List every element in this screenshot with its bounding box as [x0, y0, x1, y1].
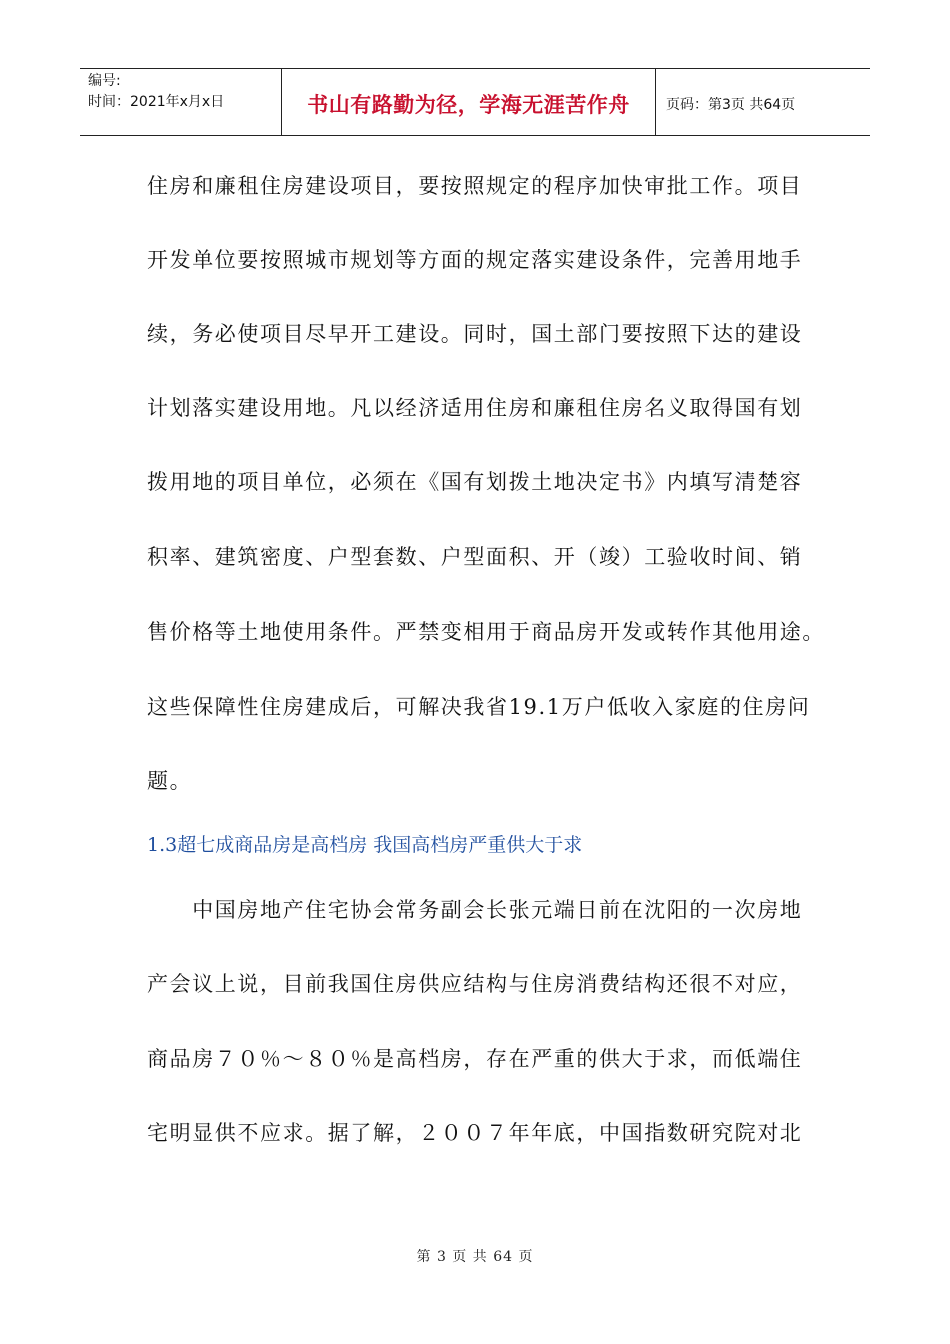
body-line: 产会议上说，目前我国住房供应结构与住房消费结构还很不对应， [147, 972, 803, 996]
body-line: 这些保障性住房建成后，可解决我省19.1万户低收入家庭的住房问 [147, 695, 811, 719]
page-header [80, 68, 870, 136]
body-line: 积率、建筑密度、户型套数、户型面积、开（竣）工验收时间、销 [147, 545, 803, 569]
document-time-label: 时间：2021年x月x日 [88, 94, 225, 110]
header-motto-cell [282, 69, 656, 135]
header-meta [80, 69, 282, 135]
body-line: 售价格等土地使用条件。严禁变相用于商品房开发或转作其他用途。 [147, 620, 825, 644]
section-heading: 1.3超七成商品房是高档房 我国高档房严重供大于求 [147, 834, 583, 856]
body-line: 宅明显供不应求。据了解，２００７年年底，中国指数研究院对北 [147, 1121, 803, 1145]
header-page-info-cell [656, 71, 870, 137]
page-footer: 第 3 页 共 64 页 [416, 1249, 534, 1265]
body-line: 中国房地产住宅协会常务副会长张元端日前在沈阳的一次房地 [147, 898, 803, 922]
body-line: 商品房７０％～８０％是高档房，存在严重的供大于求，而低端住 [147, 1047, 803, 1071]
body-line: 开发单位要按照城市规划等方面的规定落实建设条件，完善用地手 [147, 248, 803, 272]
body-line: 拨用地的项目单位，必须在《国有划拨土地决定书》内填写清楚容 [147, 470, 803, 494]
body-line: 题。 [147, 769, 193, 793]
header-motto: 书山有路勤为径，学海无涯苦作舟 [307, 93, 630, 117]
header-page-info: 页码：第3页 共64页 [666, 97, 796, 113]
body-line: 住房和廉租住房建设项目，要按照规定的程序加快审批工作。项目 [147, 174, 803, 198]
document-number-label: 编号: [88, 73, 121, 89]
body-line: 计划落实建设用地。凡以经济适用住房和廉租住房名义取得国有划 [147, 396, 803, 420]
body-line: 续，务必使项目尽早开工建设。同时，国土部门要按照下达的建设 [147, 322, 803, 346]
